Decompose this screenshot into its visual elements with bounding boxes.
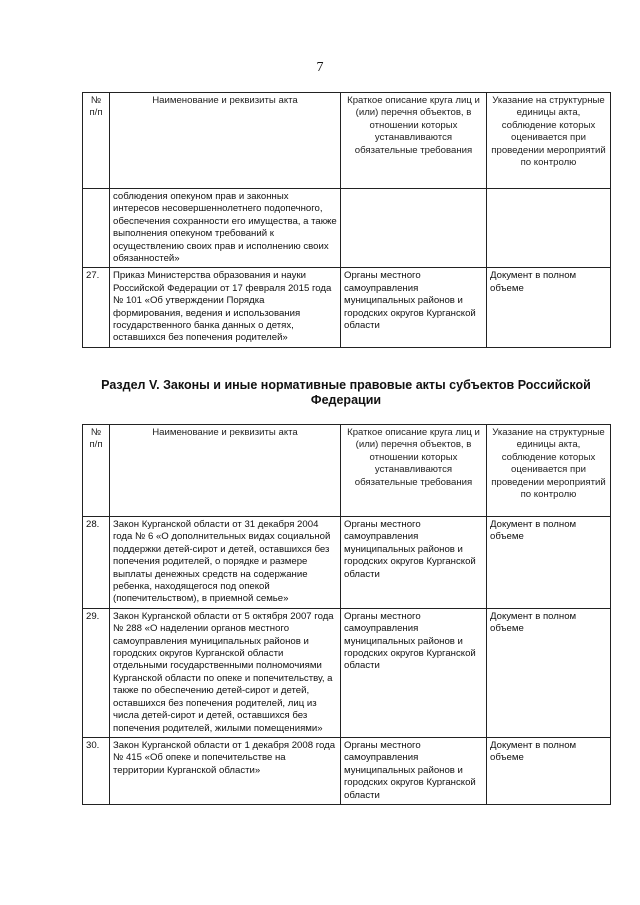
row-num (83, 189, 110, 268)
row-structural-units: Документ в полном объеме (487, 268, 611, 347)
row-num: 30. (83, 737, 110, 804)
row-num: 28. (83, 517, 110, 609)
row-description: Органы местного самоуправления муниципальных районов и городских округов Курганской области (341, 517, 487, 609)
row-num: 27. (83, 268, 110, 347)
row-num: 29. (83, 608, 110, 737)
row-structural-units: Документ в полном объеме (487, 737, 611, 804)
regional-laws-table (82, 424, 611, 805)
header-structural-units: Указание на структурные единицы акта, соблюдение которых оценивается при проведении мероприятий по контролю (487, 93, 611, 189)
table-header-row (83, 425, 611, 517)
row-description: Органы местного самоуправления муниципальных районов и городских округов Курганской области (341, 268, 487, 347)
row-description: Органы местного самоуправления муниципальных районов и городских округов Курганской области (341, 737, 487, 804)
row-structural-units (487, 189, 611, 268)
header-description: Краткое описание круга лиц и (или) перечня объектов, в отношении которых устанавливаются обязательные требования (341, 93, 487, 189)
header-num: № п/п (83, 93, 110, 189)
row-act-name: Закон Курганской области от 1 декабря 2008 года № 415 «Об опеке и попечительстве на территории Курганской области» (110, 737, 341, 804)
header-act-name: Наименование и реквизиты акта (110, 425, 341, 517)
table-row (83, 737, 611, 804)
row-description (341, 189, 487, 268)
acts-table-continued (82, 92, 611, 348)
page-number: 7 (316, 60, 324, 75)
table-row (83, 608, 611, 737)
header-structural-units: Указание на структурные единицы акта, соблюдение которых оценивается при проведении мероприятий по контролю (487, 425, 611, 517)
row-structural-units: Документ в полном объеме (487, 517, 611, 609)
table-row (83, 517, 611, 609)
row-act-name: Закон Курганской области от 31 декабря 2004 года № 6 «О дополнительных видах социальной поддержки детей-сирот и детей, оставшихся без попечения родителей, о порядке и размере выплаты денежных средств на содержание ребенка, находящегося под опекой (попечительством), в приемной семье» (110, 517, 341, 609)
header-description: Краткое описание круга лиц и (или) перечня объектов, в отношении которых устанавливаются обязательные требования (341, 425, 487, 517)
row-act-name: Приказ Министерства образования и науки Российской Федерации от 17 февраля 2015 года № 101 «Об утверждении Порядка формирования, ведения и использования государственного банка данных о детях, оставшихся без попечения родителей» (110, 268, 341, 347)
row-act-name: соблюдения опекуном прав и законных интересов несовершеннолетнего подопечного, обеспечения сохранности его имущества, а также выполнения опекуном требований к осуществлению своих прав и исполнению своих обязанностей» (110, 189, 341, 268)
row-description: Органы местного самоуправления муниципальных районов и городских округов Курганской области (341, 608, 487, 737)
row-act-name: Закон Курганской области от 5 октября 2007 года № 288 «О наделении органов местного самоуправления муниципальных районов и городских округов Курганской области отдельными государственными полномочиями Курганской области по опеке и попечительству, а также по обеспечению детей-сирот и детей, оставшихся без попечения родителей, лиц из числа детей-сирот и детей, оставшихся без попечения родителей, жилыми помещениями» (110, 608, 341, 737)
table-header-row (83, 93, 611, 189)
table-row (83, 268, 611, 347)
header-act-name: Наименование и реквизиты акта (110, 93, 341, 189)
section-title: Раздел V. Законы и иные нормативные правовые акты субъектов Российской Федерации (101, 378, 591, 407)
row-structural-units: Документ в полном объеме (487, 608, 611, 737)
header-num: № п/п (83, 425, 110, 517)
table-row (83, 189, 611, 268)
